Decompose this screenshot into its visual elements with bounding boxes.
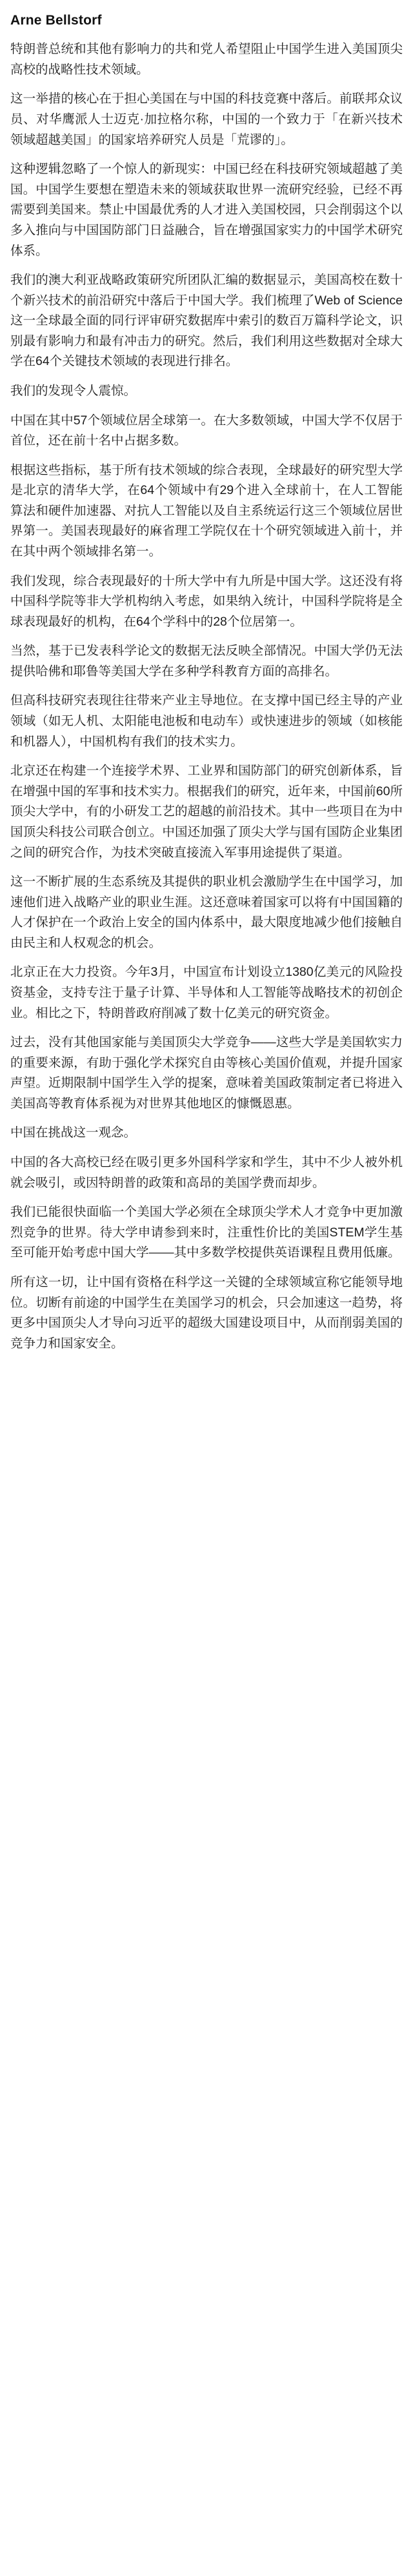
article-paragraph: 这一举措的核心在于担心美国在与中国的科技竞赛中落后。前联邦众议员、对华鹰派人士迈克·加拉格尔称，中国的一个致力于「在新兴技术领域超越美国」的国家培养研究人员是「荒谬的」。: [10, 92, 403, 147]
article-paragraph: 根据这些指标，基于所有技术领域的综合表现，全球最好的研究型大学是北京的清华大学，在64个领域中有29个进入全球前十，在人工智能算法和硬件加速器、对抗人工智能以及自主系统运行这三个领域位居世界第一。美国表现最好的麻省理工学院仅在十个研究领域进入前十，并在其中两个领域排名第一。: [10, 462, 403, 559]
article-paragraph: 北京正在大力投资。今年3月，中国宣布计划设立1380亿美元的风险投资基金，支持专注于量子计算、半导体和人工智能等战略技术的初创企业。相比之下，特朗普政府削减了数十亿美元的研究资金。: [10, 965, 403, 1020]
article-paragraph: 这种逻辑忽略了一个惊人的新现实：中国已经在科技研究领域超越了美国。中国学生要想在塑造未来的领域获取世界一流研究经验，已经不再需要到美国来。禁止中国最优秀的人才进入美国校园，只会削弱这个以多入推向与中国国防部门日益融合，旨在增强国家实力的中国学术研究体系。: [10, 162, 403, 258]
article-paragraph: 当然，基于已发表科学论文的数据无法反映全部情况。中国大学仍无法提供哈佛和耶鲁等美国大学在多种学科教育方面的高排名。: [10, 644, 403, 679]
article-paragraph: 我们已能很快面临一个美国大学必须在全球顶尖学术人才竞争中更加激烈竞争的世界。待大学申请参到来时，注重性价比的美国STEM学生基至可能开始考虑中国大学——其中多数学校提供英语课程且费用低廉。: [10, 1205, 403, 1260]
article-paragraph: 这一不断扩展的生态系统及其提供的职业机会激励学生在中国学习，加速他们进入战略产业的职业生涯。这还意味着国家可以将有中国国籍的人才保护在一个政治上安全的国内体系中，最大限度地减少他们接触自由民主和人权观念的机会。: [10, 875, 403, 950]
article-body: [10, 39, 403, 1354]
article-author: Arne Bellstorf: [10, 13, 102, 28]
article-paragraph: 我们的澳大利亚战略政策研究所团队汇编的数据显示，美国高校在数十个新兴技术的前沿研究中落后于中国大学。我们梳理了Web of Science这一全球最全面的同行评审研究数据库中索引的数百万篇科学论文，识别最有影响力和最有冲击力的研究。然后，我们利用这些数据对全球大学在64个关键技术领域的表现进行排名。: [10, 273, 403, 369]
article-paragraph: 我们发现，综合表现最好的十所大学中有九所是中国大学。这还没有将中国科学院等非大学机构纳入考虑，如果纳入统计，中国科学院将是全球表现最好的机构，在64个学科中的28个位居第一。: [10, 573, 403, 629]
article-paragraph: 所有这一切，让中国有资格在科学这一关键的全球领域宣称它能领导地位。切断有前途的中国学生在美国学习的机会，只会加速这一趋势，将更多中国顶尖人才导向习近平的超级大国建设项目中，从而削弱美国的竞争力和国家安全。: [10, 1274, 403, 1351]
article-paragraph: 过去，没有其他国家能与美国顶尖大学竞争——这些大学是美国软实力的重要来源，有助于强化学术探究自由等核心美国价值观，并提升国家声望。近期限制中国学生入学的提案，意味着美国政策制定者已将进入美国高等教育体系视为对世界其他地区的慷慨恩惠。: [10, 1035, 403, 1111]
article-paragraph: 特朗普总统和其他有影响力的共和党人希望阻止中国学生进入美国顶尖高校的战略性技术领域。: [10, 42, 403, 77]
article-paragraph: 中国的各大高校已经在吸引更多外国科学家和学生，其中不少人被外机就会吸引，或因特朗普的政策和高昂的美国学费而却步。: [10, 1155, 403, 1190]
article-paragraph: 中国在其中57个领域位居全球第一。在大多数领域，中国大学不仅居于首位，还在前十名中占据多数。: [10, 413, 403, 448]
article-paragraph: 我们的发现令人震惊。: [10, 383, 137, 398]
article-paragraph: 但高科技研究表现往往带来产业主导地位。在支撑中国已经主导的产业领域（如无人机、太阳能电池板和电动车）或快速进步的领域（如核能和机器人），中国机构有我们的技术实力。: [10, 693, 403, 749]
article-paragraph: 北京还在构建一个连接学术界、工业界和国防部门的研究创新体系，旨在增强中国的军事和技术实力。根据我们的研究，近年来，中国前60所顶尖大学中，有的小研发工艺的超越的前沿技术。其中一些项目在为中国顶尖科技公司联合创立。中国还加强了顶尖大学与国有国防企业集团之间的研究合作，为技术突破直接流入军事用途提供了渠道。: [10, 764, 403, 860]
article-paragraph: 中国在挑战这一观念。: [10, 1125, 137, 1140]
